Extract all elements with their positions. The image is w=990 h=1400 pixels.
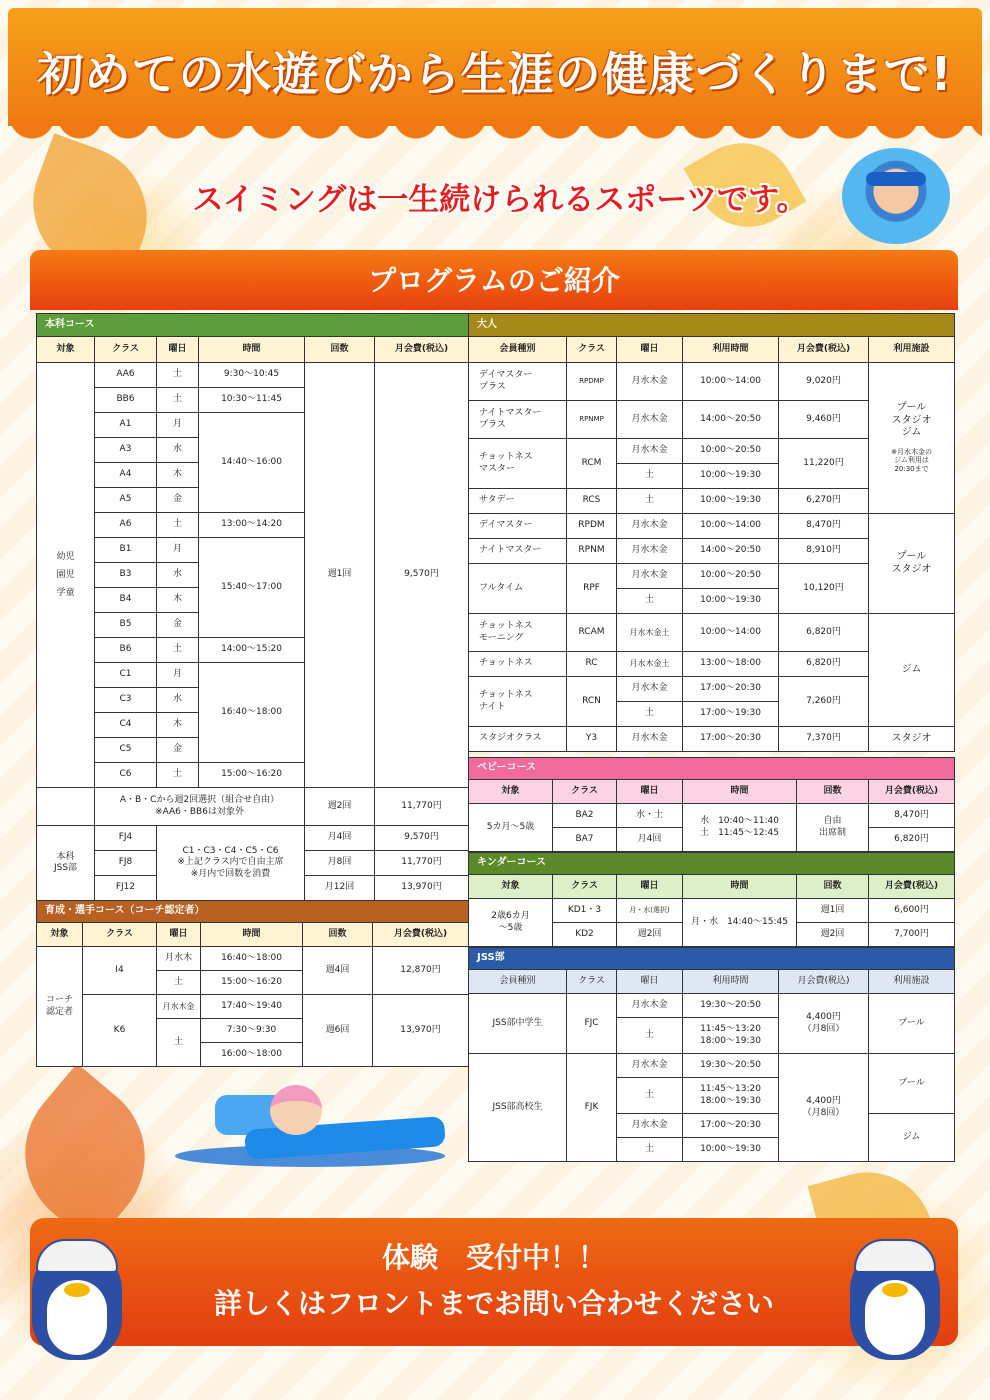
- fee-cell: 13,970円: [375, 876, 469, 901]
- time-cell: 10:30〜11:45: [199, 388, 305, 413]
- class-cell: A1: [95, 413, 157, 438]
- time-cell: 10:00〜20:50: [683, 564, 779, 589]
- day-cell: 月水木金: [617, 514, 683, 539]
- fee-cell: 6,270円: [779, 489, 869, 514]
- target-cell: コーチ 認定者: [37, 947, 83, 1067]
- header-wave: [8, 118, 982, 144]
- class-cell: A4: [95, 463, 157, 488]
- member-type: JSS部高校生: [469, 1054, 567, 1162]
- day-cell: 月水木金土: [617, 614, 683, 652]
- day-cell: 月水木金: [617, 1054, 683, 1078]
- ikusei-course-table: [36, 900, 469, 1067]
- class-cell: RCAM: [567, 614, 617, 652]
- count-cell: 週2回: [797, 923, 869, 947]
- col-header: 曜日: [617, 337, 683, 363]
- count-cell: 週2回: [305, 788, 375, 826]
- day-cell: 木: [157, 588, 199, 613]
- col-header: 曜日: [157, 923, 201, 947]
- col-header: 回数: [797, 780, 869, 804]
- class-cell: C1: [95, 663, 157, 688]
- col-header: 利用時間: [683, 337, 779, 363]
- goggles-icon: [866, 172, 926, 186]
- fee-cell: 10,120円: [779, 564, 869, 614]
- day-cell: 土: [157, 971, 201, 995]
- time-cell: 15:40〜17:00: [199, 538, 305, 638]
- time-cell: 14:00〜15:20: [199, 638, 305, 663]
- kinder-course-table: [468, 852, 955, 947]
- day-cell: 月水木金土: [617, 652, 683, 677]
- day-cell: 月水木金: [617, 564, 683, 589]
- time-cell: 14:40〜16:00: [199, 413, 305, 513]
- member-type: サタデー: [469, 489, 567, 514]
- member-type: JSS部中学生: [469, 994, 567, 1054]
- member-type: チョットネス モーニング: [469, 614, 567, 652]
- class-cell: RPNM: [567, 539, 617, 564]
- class-cell: B4: [95, 588, 157, 613]
- time-cell: 14:00〜20:50: [683, 401, 779, 439]
- day-cell: 月・水(選択): [617, 899, 683, 923]
- class-cell: B6: [95, 638, 157, 663]
- class-cell: A5: [95, 488, 157, 513]
- fee-cell: 11,770円: [375, 851, 469, 876]
- fee-cell: 6,820円: [779, 652, 869, 677]
- class-cell: C3: [95, 688, 157, 713]
- time-cell: 10:00〜19:30: [683, 489, 779, 514]
- day-cell: 土: [617, 489, 683, 514]
- day-cell: 月水木金: [157, 995, 201, 1019]
- count-cell: 自由 出席制: [797, 804, 869, 852]
- day-cell: 月: [157, 413, 199, 438]
- fee-cell: 11,220円: [779, 439, 869, 489]
- fee-cell: 12,870円: [373, 947, 469, 995]
- time-cell: 11:45〜13:20 18:00〜19:30: [683, 1078, 779, 1114]
- class-cell: B1: [95, 538, 157, 563]
- member-type: チョットネス マスター: [469, 439, 567, 489]
- col-header: クラス: [83, 923, 157, 947]
- col-header: 時間: [199, 337, 305, 363]
- count-cell: 週6回: [303, 995, 373, 1067]
- class-cell: FJ12: [95, 876, 157, 901]
- col-header: クラス: [553, 875, 617, 899]
- col-header: 曜日: [617, 780, 683, 804]
- day-cell: 月水木金: [617, 727, 683, 752]
- col-header: 利用時間: [683, 970, 779, 994]
- day-cell: 月: [157, 538, 199, 563]
- day-cell: 水・土: [617, 804, 683, 828]
- facility-cell: プール: [869, 994, 955, 1054]
- jss-target-cell: 本科 JSS部: [37, 826, 95, 901]
- member-type: デイマスター プラス: [469, 363, 567, 401]
- count-cell: 週1回: [797, 899, 869, 923]
- col-header: 会員種別: [469, 337, 567, 363]
- footer-banner: [30, 1218, 958, 1346]
- col-header: 曜日: [157, 337, 199, 363]
- time-cell: 9:30〜10:45: [199, 363, 305, 388]
- class-cell: RCM: [567, 439, 617, 489]
- twice-note: A・B・Cから週2回選択（組合せ自由） ※AA6・BB6は対象外: [95, 788, 305, 826]
- col-header: 対象: [469, 875, 553, 899]
- time-cell: 10:00〜19:30: [683, 1138, 779, 1162]
- time-cell: 16:00〜18:00: [201, 1043, 303, 1067]
- baby-title: ベビーコース: [469, 758, 955, 780]
- col-header: 時間: [683, 875, 797, 899]
- swimmer-boy-photo: [842, 148, 950, 244]
- class-cell: A6: [95, 513, 157, 538]
- day-cell: 月水木: [157, 947, 201, 971]
- class-cell: FJK: [567, 1054, 617, 1162]
- penguin-cap: [854, 1239, 936, 1273]
- col-header: 対象: [37, 923, 83, 947]
- count-cell: 月8回: [305, 851, 375, 876]
- baby-course-table: [468, 757, 955, 852]
- time-cell: 水 10:40〜11:40 土 11:45〜12:45: [683, 804, 797, 852]
- fee-cell: 7,700円: [869, 923, 955, 947]
- class-cell: C6: [95, 763, 157, 788]
- col-header: クラス: [95, 337, 157, 363]
- time-cell: 10:00〜19:30: [683, 464, 779, 489]
- time-cell: 7:30〜9:30: [201, 1019, 303, 1043]
- inquiry-text: 詳しくはフロントまでお問い合わせください: [213, 1287, 774, 1320]
- penguin-mascot-left: [22, 1225, 132, 1365]
- class-cell: AA6: [95, 363, 157, 388]
- class-cell: FJC: [567, 994, 617, 1054]
- class-cell: K6: [83, 995, 157, 1067]
- program-title: プログラムのご紹介: [30, 250, 958, 310]
- day-cell: 土: [157, 763, 199, 788]
- fee-cell: 7,370円: [779, 727, 869, 752]
- fee-cell: 9,460円: [779, 401, 869, 439]
- swimming-girl-illustration: [175, 1085, 445, 1180]
- col-header: 対象: [469, 780, 553, 804]
- kinder-title: キンダーコース: [469, 853, 955, 875]
- class-cell: RC: [567, 652, 617, 677]
- day-cell: 金: [157, 613, 199, 638]
- time-cell: 17:40〜19:40: [201, 995, 303, 1019]
- headline: 初めての水遊びから生涯の健康づくりまで!: [37, 47, 953, 101]
- class-cell: B5: [95, 613, 157, 638]
- day-cell: 土: [617, 1138, 683, 1162]
- time-cell: 19:30〜20:50: [683, 994, 779, 1018]
- day-cell: 金: [157, 738, 199, 763]
- day-cell: 月水木金: [617, 677, 683, 702]
- day-cell: 月水木金: [617, 401, 683, 439]
- col-header: 回数: [797, 875, 869, 899]
- day-cell: 水: [157, 688, 199, 713]
- col-header: 曜日: [617, 875, 683, 899]
- class-cell: Y3: [567, 727, 617, 752]
- class-cell: FJ4: [95, 826, 157, 851]
- member-type: ナイトマスター プラス: [469, 401, 567, 439]
- day-cell: 土: [157, 363, 199, 388]
- class-cell: RPDMP: [567, 363, 617, 401]
- day-cell: 月4回: [617, 828, 683, 852]
- facility-cell: ジム: [869, 614, 955, 727]
- fee-cell: 7,260円: [779, 677, 869, 727]
- day-cell: 土: [617, 1078, 683, 1114]
- girl-head: [270, 1085, 322, 1135]
- col-header: クラス: [553, 780, 617, 804]
- day-cell: 土: [617, 464, 683, 489]
- count-cell: 月4回: [305, 826, 375, 851]
- facility-cell: スタジオ: [869, 727, 955, 752]
- class-cell: RCN: [567, 677, 617, 727]
- penguin-cap: [36, 1239, 118, 1273]
- fee-cell: 6,600円: [869, 899, 955, 923]
- penguin-mascot-right: [840, 1225, 950, 1365]
- fee-cell: 13,970円: [373, 995, 469, 1067]
- blank-cell: [37, 788, 95, 826]
- penguin-beak: [882, 1283, 908, 1297]
- col-header: クラス: [567, 337, 617, 363]
- day-cell: 土: [157, 388, 199, 413]
- class-cell: RPDM: [567, 514, 617, 539]
- day-cell: 木: [157, 463, 199, 488]
- penguin-beak: [64, 1283, 90, 1297]
- col-header: 対象: [37, 337, 95, 363]
- col-header: 月会費(税込): [869, 875, 955, 899]
- col-header: 回数: [305, 337, 375, 363]
- trial-text: 体験 受付中！！: [381, 1241, 606, 1274]
- col-header: 会員種別: [469, 970, 567, 994]
- time-cell: 16:40〜18:00: [201, 947, 303, 971]
- class-cell: A3: [95, 438, 157, 463]
- day-cell: 土: [157, 638, 199, 663]
- honka-course-table: [36, 313, 469, 901]
- facility-cell: プール スタジオ: [869, 514, 955, 614]
- facility-label: プール スタジオ ジム: [891, 402, 932, 439]
- jss-note: C1・C3・C4・C5・C6 ※上記クラス内で自由主席 ※月内で回数を消費: [157, 826, 305, 901]
- day-cell: 土: [617, 702, 683, 727]
- day-cell: 月水木金: [617, 1114, 683, 1138]
- class-cell: BA7: [553, 828, 617, 852]
- fee-cell: 9,020円: [779, 363, 869, 401]
- day-cell: 月: [157, 663, 199, 688]
- time-cell: 13:00〜18:00: [683, 652, 779, 677]
- day-cell: 水: [157, 438, 199, 463]
- honka-title: 本科コース: [37, 314, 469, 337]
- time-cell: 13:00〜14:20: [199, 513, 305, 538]
- fee-cell: 9,570円: [375, 826, 469, 851]
- jss-title: JSS部: [469, 948, 955, 970]
- day-cell: 水: [157, 563, 199, 588]
- class-cell: RPF: [567, 564, 617, 614]
- fee-cell: 4,400円 （月8回）: [779, 1054, 869, 1162]
- member-type: ナイトマスター: [469, 539, 567, 564]
- col-header: 利用施設: [869, 337, 955, 363]
- class-cell: KD2: [553, 923, 617, 947]
- col-header: 回数: [303, 923, 373, 947]
- day-cell: 土: [617, 589, 683, 614]
- time-cell: 10:00〜14:00: [683, 614, 779, 652]
- fee-cell: 6,820円: [869, 828, 955, 852]
- day-cell: 金: [157, 488, 199, 513]
- target-cell: 幼児 園児 学童: [37, 363, 95, 788]
- member-type: チョットネス ナイト: [469, 677, 567, 727]
- col-header: 利用施設: [869, 970, 955, 994]
- facility-cell: [869, 363, 955, 514]
- day-cell: 月水木金: [617, 994, 683, 1018]
- class-cell: RCS: [567, 489, 617, 514]
- col-header: 曜日: [617, 970, 683, 994]
- day-cell: 土: [157, 513, 199, 538]
- jss-course-table: [468, 947, 955, 1162]
- class-cell: BB6: [95, 388, 157, 413]
- time-cell: 15:00〜16:20: [199, 763, 305, 788]
- facility-cell: プール: [869, 1054, 955, 1114]
- fee-cell: 8,470円: [869, 804, 955, 828]
- fee-cell: 8,910円: [779, 539, 869, 564]
- class-cell: RPNMP: [567, 401, 617, 439]
- class-cell: BA2: [553, 804, 617, 828]
- member-type: デイマスター: [469, 514, 567, 539]
- class-cell: I4: [83, 947, 157, 995]
- time-cell: 11:45〜13:20 18:00〜19:30: [683, 1018, 779, 1054]
- day-cell: 月水木金: [617, 439, 683, 464]
- class-cell: FJ8: [95, 851, 157, 876]
- target-cell: 5カ月〜5歳: [469, 804, 553, 852]
- ikusei-title: 育成・選手コース（コーチ認定者）: [37, 901, 469, 923]
- fee-cell: 4,400円 （月8回）: [779, 994, 869, 1054]
- member-type: チョットネス: [469, 652, 567, 677]
- fee-cell: 8,470円: [779, 514, 869, 539]
- time-cell: 10:00〜14:00: [683, 514, 779, 539]
- class-cell: KD1・3: [553, 899, 617, 923]
- count-cell: 週1回: [305, 363, 375, 788]
- time-cell: 19:30〜20:50: [683, 1054, 779, 1078]
- col-header: 月会費(税込): [373, 923, 469, 947]
- time-cell: 10:00〜14:00: [683, 363, 779, 401]
- col-header: 時間: [201, 923, 303, 947]
- col-header: 月会費(税込): [869, 780, 955, 804]
- time-cell: 17:00〜19:30: [683, 702, 779, 727]
- time-cell: 17:00〜20:30: [683, 727, 779, 752]
- adult-title: 大人: [469, 314, 955, 337]
- facility-cell: ジム: [869, 1114, 955, 1162]
- time-cell: 10:00〜20:50: [683, 439, 779, 464]
- day-cell: 土: [157, 1019, 201, 1067]
- target-cell: 2歳6カ月 〜5歳: [469, 899, 553, 947]
- time-cell: 月・水 14:40〜15:45: [683, 899, 797, 947]
- tagline: スイミングは一生続けられるスポーツです。: [192, 182, 808, 218]
- fee-cell: 9,570円: [375, 363, 469, 788]
- day-cell: 木: [157, 713, 199, 738]
- member-type: フルタイム: [469, 564, 567, 614]
- day-cell: 月水木金: [617, 363, 683, 401]
- time-cell: 14:00〜20:50: [683, 539, 779, 564]
- adult-course-table: [468, 313, 955, 752]
- day-cell: 月水木金: [617, 539, 683, 564]
- count-cell: 週4回: [303, 947, 373, 995]
- time-cell: 15:00〜16:20: [201, 971, 303, 995]
- col-header: 月会費(税込): [375, 337, 469, 363]
- day-cell: 土: [617, 1018, 683, 1054]
- col-header: クラス: [567, 970, 617, 994]
- time-cell: 17:00〜20:30: [683, 1114, 779, 1138]
- fee-cell: 6,820円: [779, 614, 869, 652]
- class-cell: B3: [95, 563, 157, 588]
- facility-note: ※月水木金の ジム利用は 20:30まで: [891, 447, 932, 474]
- fee-cell: 11,770円: [375, 788, 469, 826]
- count-cell: 月12回: [305, 876, 375, 901]
- time-cell: 10:00〜19:30: [683, 589, 779, 614]
- member-type: スタジオクラス: [469, 727, 567, 752]
- class-cell: C4: [95, 713, 157, 738]
- time-cell: 17:00〜20:30: [683, 677, 779, 702]
- col-header: 月会費(税込): [779, 337, 869, 363]
- col-header: 月会費(税込): [779, 970, 869, 994]
- day-cell: 週2回: [617, 923, 683, 947]
- time-cell: 16:40〜18:00: [199, 663, 305, 763]
- col-header: 時間: [683, 780, 797, 804]
- class-cell: C5: [95, 738, 157, 763]
